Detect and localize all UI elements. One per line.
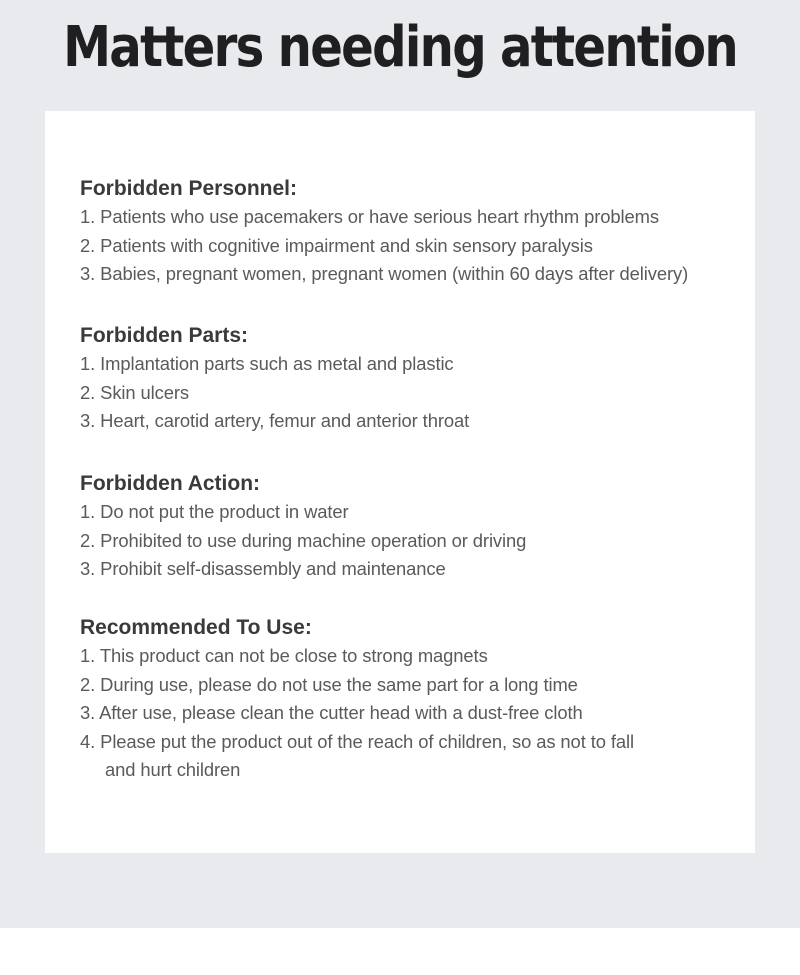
list-item: 2. Prohibited to use during machine operation or driving xyxy=(80,529,527,551)
section-heading: Recommended To Use: xyxy=(80,616,312,639)
list-item: 2. Patients with cognitive impairment and skin sensory paralysis xyxy=(80,234,593,256)
section-heading: Forbidden Personnel: xyxy=(80,177,298,200)
list-item-continuation xyxy=(80,756,750,785)
list-item: 1. Do not put the product in water xyxy=(80,501,349,522)
section-heading: Forbidden Action: xyxy=(80,472,261,495)
page-title: Matters needing attention xyxy=(63,15,737,80)
list-item: 4. Please put the product out of the reach of children, so as not to fall xyxy=(80,730,634,752)
list-item: 2. During use, please do not use the same part for a long time xyxy=(80,673,578,695)
section-heading: Forbidden Parts: xyxy=(80,324,249,347)
list-item: 3. Heart, carotid artery, femur and anterior throat xyxy=(80,410,470,431)
section-forbidden-action xyxy=(80,470,750,584)
list-item: 3. Babies, pregnant women, pregnant women (within 60 days after delivery) xyxy=(80,263,689,284)
section-recommended-to-use xyxy=(80,614,750,785)
list-item: 3. Prohibit self-disassembly and maintenance xyxy=(80,558,446,579)
notice-card xyxy=(45,111,755,853)
list-item: 1. Patients who use pacemakers or have serious heart rhythm problems xyxy=(80,206,659,227)
section-forbidden-personnel xyxy=(80,175,750,289)
section-forbidden-parts xyxy=(80,322,750,436)
list-item: 1. Implantation parts such as metal and plastic xyxy=(80,353,454,374)
list-item: 1. This product can not be close to strong magnets xyxy=(80,645,488,666)
list-item: 3. After use, please clean the cutter head with a dust-free cloth xyxy=(80,702,583,723)
list-item: 2. Skin ulcers xyxy=(80,381,189,403)
continuation-text: and hurt children xyxy=(105,759,241,780)
